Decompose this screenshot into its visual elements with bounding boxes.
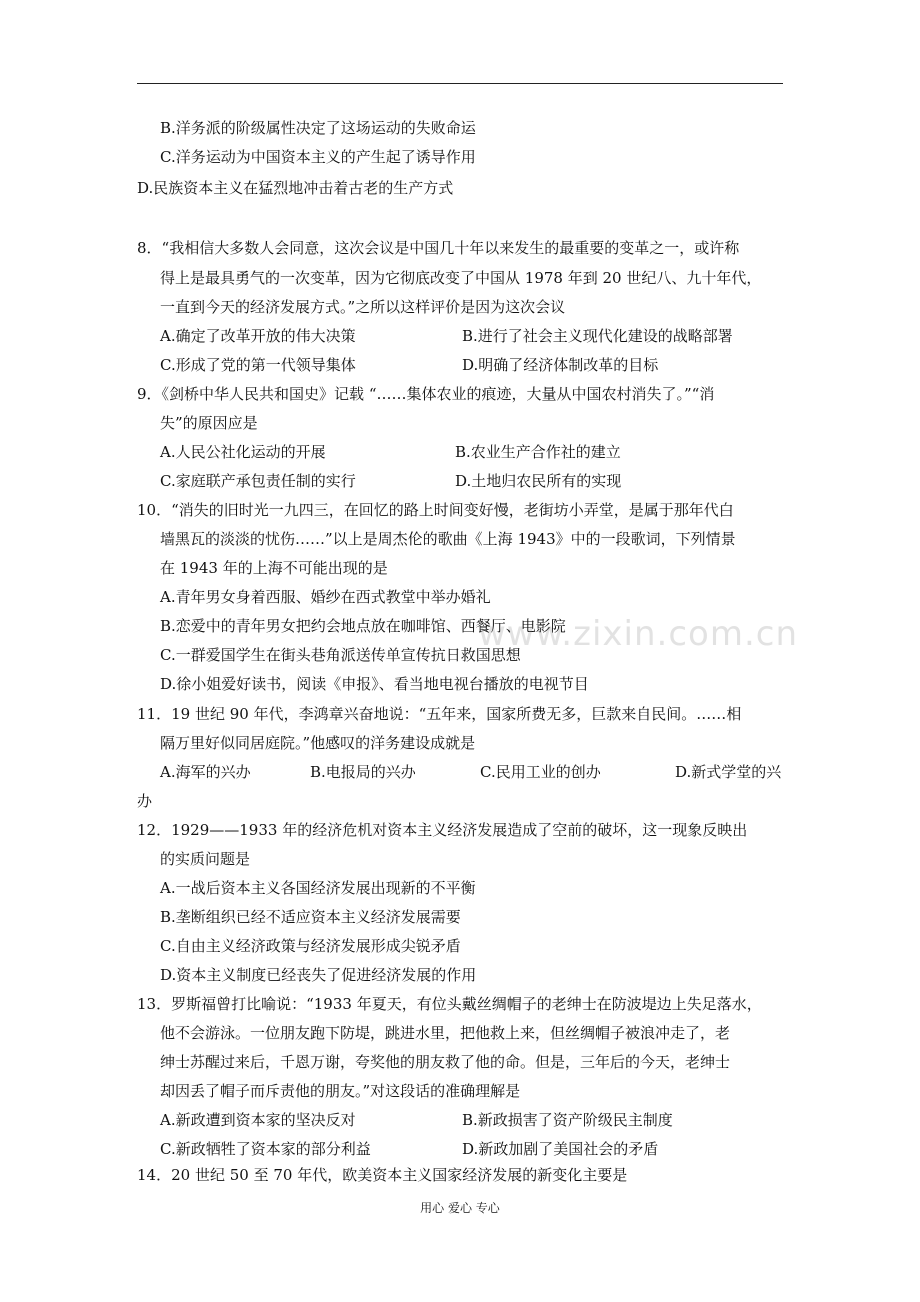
q11-option-c: C.民用工业的创办 [480,763,601,781]
q10-stem-line: 在 1943 年的上海不可能出现的是 [160,559,388,577]
q10-stem-line: 墙黑瓦的淡淡的忧伤……”以上是周杰伦的歌曲《上海 1943》中的一段歌词，下列情景 [160,530,736,548]
q11-option-d-wrap: 办 [137,792,153,810]
q11-option-b: B.电报局的兴办 [310,763,416,781]
q11-stem-line: 隔万里好似同居庭院。”他感叹的洋务建设成就是 [160,734,476,752]
q7-option-c: C.洋务运动为中国资本主义的产生起了诱导作用 [160,148,476,166]
q12-stem-line: 12．1929——1933 年的经济危机对资本主义经济发展造成了空前的破坏，这一现象反映出 [137,821,748,839]
q12-option-c: C.自由主义经济政策与经济发展形成尖锐矛盾 [160,937,461,955]
q8-stem-line: 得上是最具勇气的一次变革，因为它彻底改变了中国从 1978 年到 20 世纪八、九十年代， [160,269,762,287]
q9-stem-line: 失”的原因应是 [160,414,258,432]
q7-option-d: D.民族资本主义在猛烈地冲击着古老的生产方式 [137,179,454,197]
q10-option-a: A.青年男女身着西服、婚纱在西式教堂中举办婚礼 [160,588,491,606]
q10-option-b: B.恋爱中的青年男女把约会地点放在咖啡馆、西餐厅、电影院 [160,617,566,635]
header-rule [137,83,783,84]
q12-option-b: B.垄断组织已经不适应资本主义经济发展需要 [160,908,461,926]
q11-stem-line: 11．19 世纪 90 年代，李鸿章兴奋地说：“五年来，国家所费无多，巨款来自民间。……相 [137,705,742,723]
q9-option-b: B.农业生产合作社的建立 [455,443,621,461]
q9-option-c: C.家庭联产承包责任制的实行 [160,472,356,490]
q13-option-c: C.新政牺牲了资本家的部分利益 [160,1140,371,1158]
q9-stem-line: 9．《剑桥中华人民共和国史》记载 “……集体农业的痕迹，大量从中国农村消失了。”“消 [137,385,715,403]
q10-option-c: C.一群爱国学生在街头巷角派送传单宣传抗日救国思想 [160,646,521,664]
q7-option-b: B.洋务派的阶级属性决定了这场运动的失败命运 [160,119,476,137]
q9-option-a: A.人民公社化运动的开展 [160,443,326,461]
q8-stem-line: 一直到今天的经济发展方式。”之所以这样评价是因为这次会议 [160,298,566,316]
q13-option-d: D.新政加剧了美国社会的矛盾 [462,1140,659,1158]
q10-stem-line: 10．“消失的旧时光一九四三，在回忆的路上时间变好慢，老街坊小弄堂，是属于那年代白 [137,501,734,519]
q12-stem-line: 的实质问题是 [160,850,251,868]
q13-option-b: B.新政损害了资产阶级民主制度 [462,1111,673,1129]
page-footer: 用心 爱心 专心 [420,1201,500,1215]
q8-stem-line: 8．“我相信大多数人会同意，这次会议是中国几十年以来发生的最重要的变革之一，或许称 [137,239,740,257]
q13-stem-line: 绅士苏醒过来后，千恩万谢，夸奖他的朋友救了他的命。但是，三年后的今天，老绅士 [160,1053,731,1071]
q8-option-b: B.进行了社会主义现代化建设的战略部署 [462,327,733,345]
q13-option-a: A.新政遭到资本家的坚决反对 [160,1111,356,1129]
watermark: www.zixin.com.cn [478,614,798,654]
q8-option-a: A.确定了改革开放的伟大决策 [160,327,356,345]
q12-option-d: D.资本主义制度已经丧失了促进经济发展的作用 [160,966,477,984]
q13-stem-line: 他不会游泳。一位朋友跑下防堤，跳进水里，把他救上来，但丝绸帽子被浪冲走了，老 [160,1024,731,1042]
q13-stem-line: 13．罗斯福曾打比喻说：“1933 年夏天，有位头戴丝绸帽子的老绅士在防波堤边上失足落水， [137,995,762,1013]
q11-option-a: A.海军的兴办 [160,763,251,781]
q12-option-a: A.一战后资本主义各国经济发展出现新的不平衡 [160,879,476,897]
q14-stem-line: 14．20 世纪 50 至 70 年代，欧美资本主义国家经济发展的新变化主要是 [137,1166,628,1184]
q8-option-c: C.形成了党的第一代领导集体 [160,356,356,374]
q13-stem-line: 却因丢了帽子而斥责他的朋友。”对这段话的准确理解是 [160,1082,521,1100]
q8-option-d: D.明确了经济体制改革的目标 [462,356,659,374]
q10-option-d: D.徐小姐爱好读书，阅读《申报》、看当地电视台播放的电视节目 [160,675,589,693]
q9-option-d: D.土地归农民所有的实现 [455,472,622,490]
q11-option-d: D.新式学堂的兴 [675,763,782,781]
